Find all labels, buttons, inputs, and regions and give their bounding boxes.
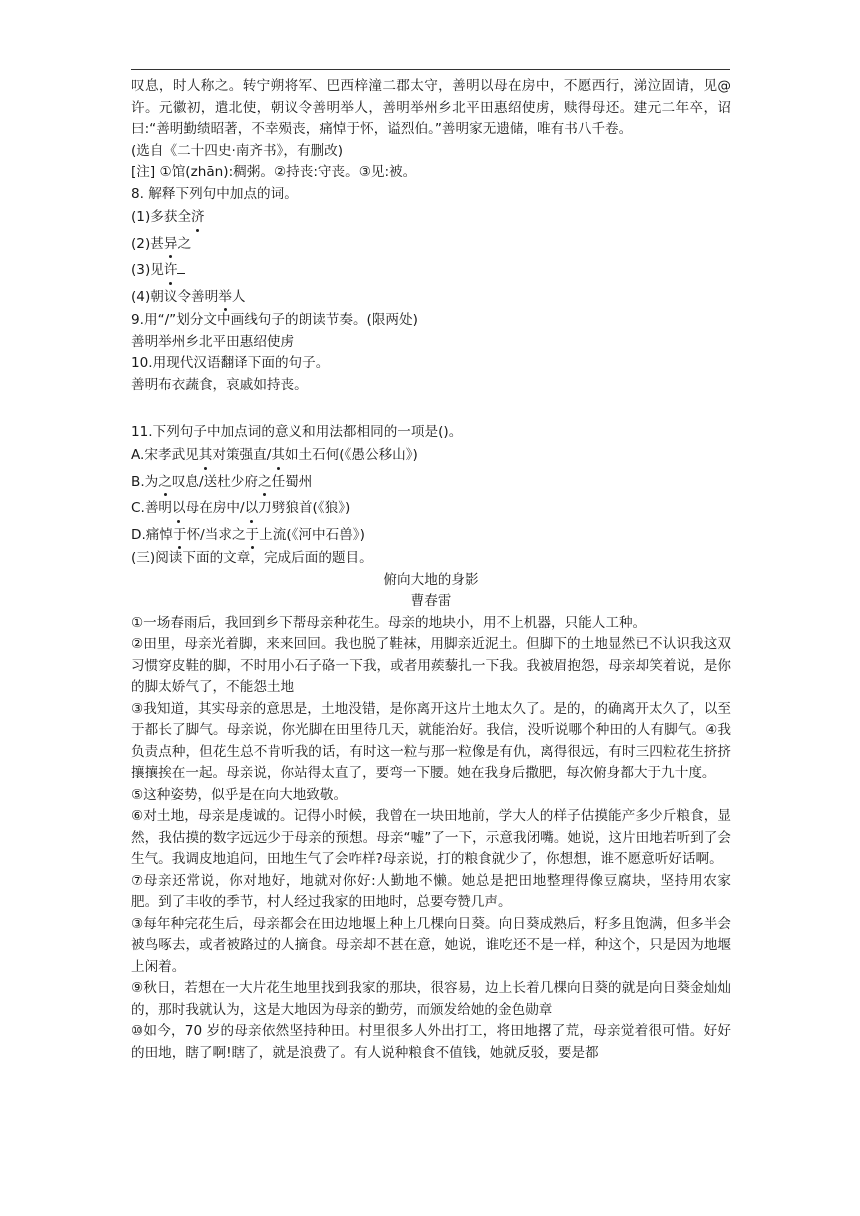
article-paragraph: ⑥对土地，母亲是虔诚的。记得小时候，我曾在一块田地前，学大人的样子估摸能产多少斤粮食，显然，我估摸的数字远远少于母亲的预想。母亲“嘘”了一下，示意我闭嘴。她说，这片田地若听到了会生气。我调皮地追问，田地生气了会咋样?母亲说，打的粮食就少了，你想想，谁不愿意听好话啊。 [131,808,731,867]
answer-blank [177,260,185,274]
question-9-stem: 9.用“/”划分文中画线句子的朗读节奏。(限两处) [131,312,418,328]
dotted-char: 其 [271,445,285,467]
dotted-char: 于 [246,525,260,547]
header-rule [131,69,730,70]
article-paragraph: ②田里，母亲光着脚，来来回回。我也脱了鞋袜，用脚亲近泥土。但脚下的土地显然已不认识我这双习惯穿皮鞋的脚，不时用小石子硌一下我，或者用蒺藜扎一下我。我被眉抱怨，母亲却笑着说，是你的脚太娇气了，不能怨土地 [131,636,731,695]
dotted-char: 其 [199,445,213,467]
q11-option-c: C.善明以母在房中/以刀劈狼首(《狼》) [131,498,731,520]
q11-option-d: D.痛悼于怀/当求之于上流(《河中石兽》) [131,525,731,547]
dotted-char: 之 [258,472,272,494]
dotted-char: 举 [218,287,232,309]
notes-line: [注] ①馆(zhān):稠粥。②持丧:守丧。③见:被。 [131,164,417,180]
question-9-sentence: 善明举州乡北平田惠绍使虏 [131,333,295,350]
q8-item-3: (3)见许 [131,260,731,282]
q8-item-4: (4)朝议令善明举人 [131,287,731,309]
article-paragraph: ③我知道，其实母亲的意思是，土地没错，是你离开这片土地太久了。是的，的确离开太久了，以至于都长了脚气。母亲说，你光脚在田里待几天，就能治好。我信，没听说哪个种田的人有脚气。④我负责点种，但花生总不肯听我的话，有时这一粒与那一粒像是有仇，离得很远，有时三四粒花生挤挤攘攘挨在一起。母亲说，你站得太直了，要弯一下腰。她在我身后撒肥，每次俯身都大于九十度。 [131,700,731,781]
dotted-char: 济 [191,207,205,229]
passage-continuation: 叹息，时人称之。转宁朔将军、巴西梓潼二郡太守，善明以母在房中，不愿西行，涕泣固请，见@许。元徽初，遣北使，朝议令善明举人，善明举州乡北平田惠绍使虏，赎得母还。建元二年卒，诏曰:“善明勤绩昭著，不幸殒丧，痛悼于怀，谥烈伯。”善明家无遗储，唯有书八千卷。 [131,78,731,137]
question-11-stem: 11.下列句子中加点词的意义和用法都相同的一项是()。 [131,423,463,440]
article-paragraph: ⑦母亲还常说，你对地好，地就对你好:人勤地不懒。她总是把田地整理得像豆腐块，坚持用农家肥。到了丰收的季节，村人经过我家的田地时，总要夸赞几声。 [131,872,731,910]
q11-option-b: B.为之叹息/送杜少府之任蜀州 [131,472,731,494]
dotted-char: 以 [172,498,186,520]
dotted-char: 许 [164,260,178,282]
document-body [131,76,731,1064]
question-10-sentence: 善明布衣蔬食，哀戚如持丧。 [131,376,308,393]
section-3-heading: (三)阅读下面的文章，完成后面的题目。 [131,550,373,566]
article-paragraph: ①一场春雨后，我回到乡下帮母亲种花生。母亲的地块小，用不上机器，只能人工种。 [131,614,647,631]
q11-option-a: A.宋孝武见其对策强直/其如土石何(《愚公移山》) [131,445,731,467]
article-paragraph: ③每年种完花生后，母亲都会在田边地堰上种上几棵向日葵。向日葵成熟后，籽多且饱满，但多半会被鸟啄去，或者被路过的人摘食。母亲却不甚在意，她说，谁吃还不是一样，种这个，只是因为地堰上闲着。 [131,915,731,975]
question-10-stem: 10.用现代汉语翻译下面的句子。 [131,355,330,371]
dotted-char: 以 [245,498,259,520]
article-title: 俯向大地的身影 [383,571,479,588]
dotted-char: 之 [158,472,172,494]
article-paragraph: ⑩如今，70 岁的母亲依然坚持种田。村里很多人外出打工，将田地撂了荒，母亲觉着很可惜。好好的田地，瞎了啊!瞎了，就是浪费了。有人说种粮食不值钱，她就反驳，要是都 [131,1023,731,1061]
article-author: 曹春雷 [410,593,452,609]
q8-item-1: (1)多获全济 [131,207,731,229]
article-paragraph: ⑤这种姿势，似乎是在向大地致敬。 [131,786,348,803]
question-8-stem: 8. 解释下列句中加点的词。 [131,185,298,202]
dotted-char: 于 [173,525,187,547]
source-line: (选自《二十四史·南齐书》，有删改) [131,142,344,159]
q8-item-2: (2)甚异之 [131,234,731,256]
article-paragraph: ⑨秋日，若想在一大片花生地里找到我家的那块，很容易，边上长着几棵向日葵的就是向日葵金灿灿的，那时我就认为，这是大地因为母亲的勤劳，而颁发给她的金色勋章 [131,980,731,1018]
dotted-char: 异 [164,234,178,256]
